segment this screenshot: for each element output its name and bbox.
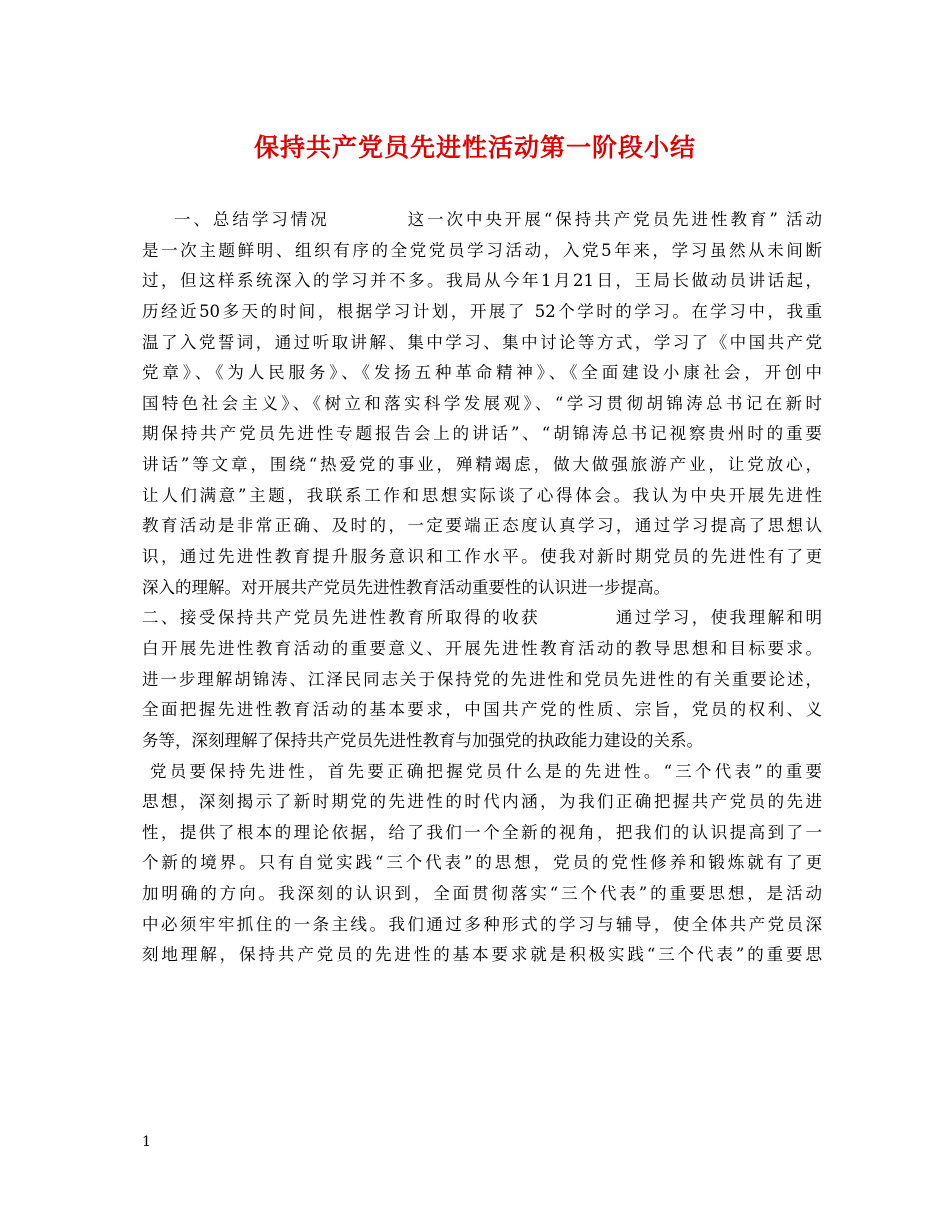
body-line: 全面把握先进性教育活动的基本要求，中国共产党的性质、宗旨，党员的权利、义	[142, 700, 822, 720]
body-line: 刻地理解，保持共产党员的先进性的基本要求就是积极实践“三个代表”的重要思	[142, 945, 822, 965]
body-line: 党章》、《为人民服务》、《发扬五种革命精神》、《全面建设小康社会，开创中	[142, 363, 822, 383]
body-line: 国特色社会主义》、《树立和落实科学发展观》、“学习贯彻胡锦涛总书记在新时	[142, 393, 822, 413]
body-line: 一、总结学习情况 这一次中央开展“保持共产党员先进性教育” 活动	[174, 210, 822, 229]
body-line: 进一步理解胡锦涛、江泽民同志关于保持党的先进性和党员先进性的有关重要论述，	[142, 669, 822, 689]
page-number: 1	[142, 1134, 151, 1150]
body-line: 让人们满意”主题，我联系工作和思想实际谈了心得体会。我认为中央开展先进性	[142, 485, 822, 505]
body-line: 加明确的方向。我深刻的认识到，全面贯彻落实“三个代表”的重要思想，是活动	[142, 884, 822, 904]
body-line: 务等，深刻理解了保持共产党员先进性教育与加强党的执政能力建设的关系。	[142, 730, 703, 750]
body-line: 历经近50多天的时间，根据学习计划，开展了 52个学时的学习。在学习中，我重	[142, 301, 822, 321]
body-line: 过，但这样系统深入的学习并不多。我局从今年1月21日，王局长做动员讲话起，	[142, 271, 822, 291]
document-body	[142, 205, 822, 971]
body-line: 党员要保持先进性，首先要正确把握党员什么是的先进性。“三个代表”的重要	[150, 761, 822, 781]
body-line: 深入的理解。对开展共产党员先进性教育活动重要性的认识进一步提高。	[142, 577, 670, 597]
body-line: 二、接受保持共产党员先进性教育所取得的收获 通过学习，使我理解和明	[142, 608, 822, 628]
body-line: 期保持共产党员先进性专题报告会上的讲话”、“胡锦涛总书记视察贵州时的重要	[142, 424, 822, 444]
body-line: 性，提供了根本的理论依据，给了我们一个全新的视角，把我们的认识提高到了一	[142, 822, 822, 842]
body-line: 识，通过先进性教育提升服务意识和工作水平。使我对新时期党员的先进性有了更	[142, 547, 822, 567]
body-line: 个新的境界。只有自觉实践“三个代表”的思想，党员的党性修养和锻炼就有了更	[142, 853, 822, 873]
body-line: 是一次主题鲜明、组织有序的全党党员学习活动，入党5年来，学习虽然从未间断	[142, 240, 822, 260]
document-title: 保持共产党员先进性活动第一阶段小结	[253, 133, 696, 162]
body-line: 讲话”等文章，围绕“热爱党的事业，殚精竭虑，做大做强旅游产业，让党放心，	[142, 455, 822, 475]
body-line: 白开展先进性教育活动的重要意义、开展先进性教育活动的教导思想和目标要求。	[142, 638, 822, 658]
body-line: 思想，深刻揭示了新时期党的先进性的时代内涵，为我们正确把握共产党员的先进	[142, 792, 822, 812]
body-line: 温了入党誓词，通过听取讲解、集中学习、集中讨论等方式，学习了《中国共产党	[142, 332, 822, 352]
body-line: 教育活动是非常正确、及时的，一定要端正态度认真学习，通过学习提高了思想认	[142, 516, 822, 536]
body-line: 中必须牢牢抓住的一条主线。我们通过多种形式的学习与辅导，使全体共产党员深	[142, 914, 822, 934]
